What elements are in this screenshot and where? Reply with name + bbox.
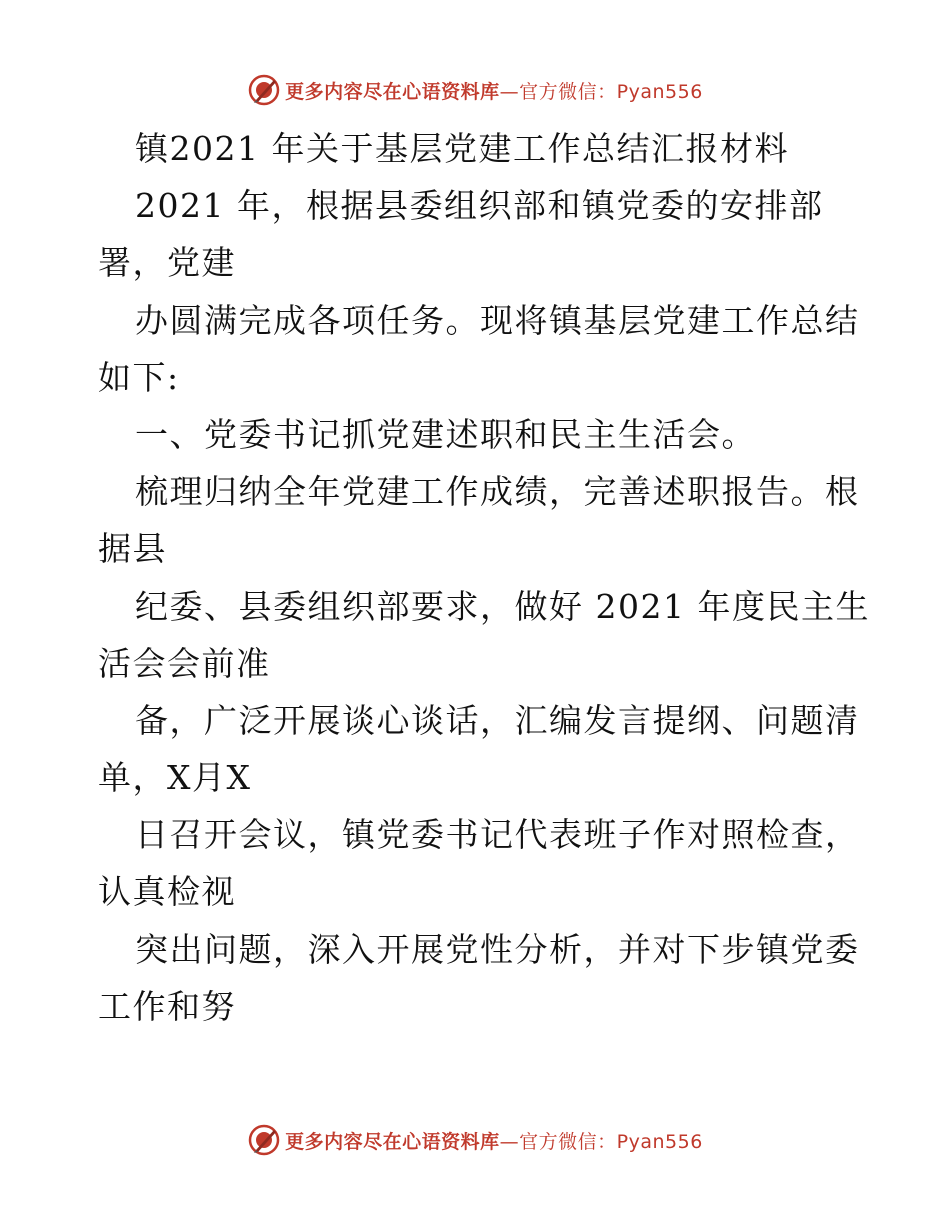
text-line: 据县 bbox=[98, 529, 167, 569]
text-line: 纪委、县委组织部要求，做好 2021 年度民主生 bbox=[135, 586, 870, 626]
text-line: 活会会前准 bbox=[98, 643, 271, 683]
text-line: 梳理归纳全年党建工作成绩，完善述职报告。根 bbox=[135, 472, 860, 512]
text-line: 日召开会议，镇党委书记代表班子作对照检查， bbox=[135, 815, 860, 855]
text-line: 工作和努 bbox=[98, 986, 236, 1026]
text-line: 2021 年，根据县委组织部和镇党委的安排部 bbox=[135, 186, 824, 226]
text-line: 办圆满完成各项任务。现将镇基层党建工作总结 bbox=[135, 300, 860, 340]
document-title: 镇2021 年关于基层党建工作总结汇报材料 bbox=[135, 129, 789, 168]
text-line: 认真检视 bbox=[98, 872, 236, 912]
pen-logo-icon bbox=[247, 1123, 281, 1157]
watermark-banner-top bbox=[0, 70, 950, 110]
text-line: 署，党建 bbox=[98, 243, 236, 283]
text-line: 一、党委书记抓党建述职和民主生活会。 bbox=[135, 414, 756, 454]
watermark-text: 更多内容尽在心语资料库—官方微信：Pyan556 bbox=[285, 80, 703, 103]
text-line: 如下: bbox=[98, 357, 180, 397]
document-body bbox=[98, 120, 870, 1035]
text-line: 突出问题，深入开展党性分析，并对下步镇党委 bbox=[135, 929, 860, 969]
text-line: 备，广泛开展谈心谈话，汇编发言提纲、问题清 bbox=[135, 700, 860, 740]
text-line: 单，X月X bbox=[98, 758, 252, 798]
watermark-text: 更多内容尽在心语资料库—官方微信：Pyan556 bbox=[285, 1130, 703, 1153]
watermark-banner-bottom bbox=[0, 1120, 950, 1160]
pen-logo-icon bbox=[247, 73, 281, 107]
